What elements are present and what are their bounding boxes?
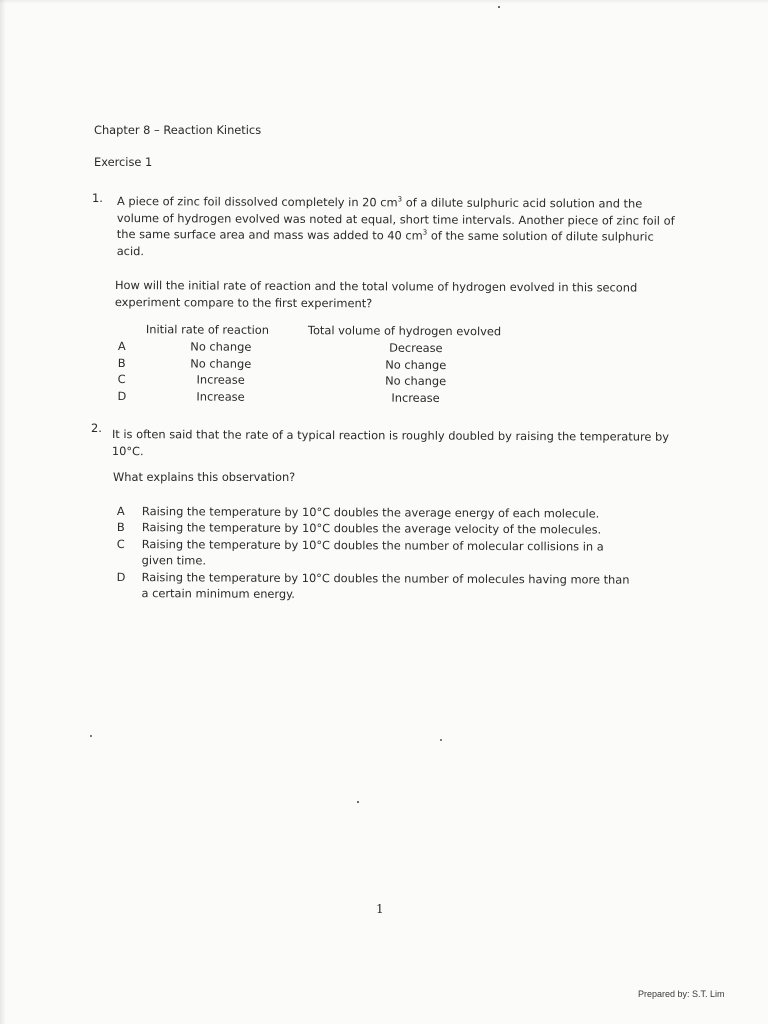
- header-spacer: [118, 322, 146, 339]
- question-1-text: [117, 193, 677, 262]
- question-1-text-part2: of a dilute sulphuric acid solution and the volume of hydrogen evolved was noted at equal, short time intervals. Another piece of zinc foil of the same surface area and mass was added to 40 cm: [116, 195, 675, 243]
- question-2-options: [116, 503, 647, 604]
- header-initial-rate: Initial rate of reaction: [145, 322, 269, 337]
- volume-cell: No change: [385, 357, 447, 372]
- rate-cell: No change: [190, 355, 252, 371]
- volume-cell: No change: [385, 373, 447, 389]
- question-2-prompt: What explains this observation?: [113, 470, 296, 484]
- superscript-3: 3: [397, 195, 403, 204]
- table-row: [117, 388, 537, 407]
- list-item: [116, 569, 646, 605]
- scan-speck: [357, 801, 359, 803]
- option-letter: D: [117, 388, 127, 403]
- option-letter: B: [116, 520, 125, 535]
- question-2-text: It is often said that the rate of a typical reaction is roughly doubled by raising the temperature by 10°C.: [111, 427, 670, 458]
- chapter-title: Chapter 8 – Reaction Kinetics: [94, 123, 262, 137]
- page-number: 1: [376, 902, 384, 916]
- option-letter: C: [117, 371, 126, 387]
- exercise-title: Exercise 1: [94, 155, 153, 169]
- question-1-number: 1.: [92, 191, 103, 205]
- option-letter: A: [117, 338, 126, 354]
- option-letter: A: [116, 504, 125, 519]
- scan-speck: [90, 735, 92, 737]
- rate-cell: Increase: [196, 388, 245, 404]
- volume-cell: Increase: [391, 390, 440, 405]
- scan-top-shadow: [0, 0, 768, 4]
- question-2-number: 2.: [91, 421, 102, 435]
- superscript-3: 3: [422, 228, 428, 237]
- option-letter: C: [116, 536, 125, 551]
- volume-cell: Decrease: [389, 340, 443, 355]
- question-1-text-part3: of the same solution of dilute sulphuric acid.: [116, 228, 654, 258]
- prepared-by-footer: Prepared by: S.T. Lim: [638, 989, 725, 999]
- rate-cell: Increase: [196, 372, 245, 387]
- scan-speck: [440, 739, 442, 741]
- option-text: Raising the temperature by 10°C doubles the number of molecular collisions in a given time.: [141, 536, 604, 568]
- option-letter: B: [117, 355, 126, 370]
- scan-edge-shadow: [0, 0, 6, 1024]
- option-text: Raising the temperature by 10°C doubles the number of molecules having more than a certain minimum energy.: [141, 569, 630, 601]
- list-item: [117, 536, 647, 572]
- rate-cell: No change: [190, 339, 252, 354]
- question-1-prompt: How will the initial rate of reaction and the total volume of hydrogen evolved in this second experiment compare to the first experiment?: [114, 278, 638, 310]
- option-text: Raising the temperature by 10°C doubles the average velocity of the molecules.: [141, 520, 602, 537]
- header-total-volume: Total volume of hydrogen evolved: [307, 323, 502, 339]
- option-letter: D: [116, 569, 126, 584]
- question-1-text-part1: A piece of zinc foil dissolved completely in 20 cm: [116, 193, 398, 210]
- scan-speck: [498, 6, 500, 8]
- option-text: Raising the temperature by 10°C doubles the average energy of each molecule.: [141, 504, 600, 521]
- answer-table: [117, 322, 537, 408]
